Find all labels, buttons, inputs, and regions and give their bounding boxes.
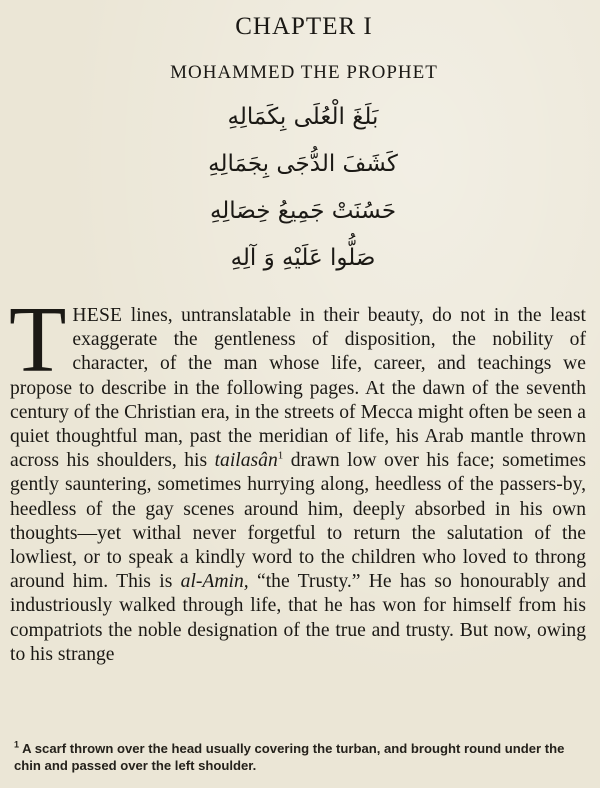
- body-text-3: “the Trusty.” He has so honourably and industriously walked through life, that he has won for himself from his compatriots the noble designation of the true and trusty. But now, owing to his strange: [10, 571, 587, 665]
- footnote-text: A scarf thrown over the head usually covering the turban, and brought round under the chin and passed over the left shoulder.: [14, 741, 565, 773]
- term-al-amin: al-Amin,: [180, 571, 249, 593]
- arabic-verse: [20, 94, 586, 282]
- footnote: [14, 740, 578, 774]
- term-tailasan: tailasân: [214, 450, 278, 472]
- footnote-marker: 1: [14, 739, 20, 750]
- lead-word: HESE: [72, 305, 123, 326]
- verse-line-4: صَلُّوا عَلَيْهِ وَ آلِهِ: [230, 245, 376, 271]
- drop-cap: T: [9, 288, 67, 392]
- body-paragraph: [9, 288, 587, 667]
- verse-line-2: كَشَفَ الدُّجَى بِجَمَالِهِ: [208, 151, 398, 177]
- chapter-title: MOHAMMED THE PROPHET: [170, 62, 438, 83]
- verse-line-1: بَلَغَ الْعُلَى بِكَمَالِهِ: [227, 104, 379, 130]
- body-text-1: lines, untranslatable in their beauty, do not in the least exaggerate the gentleness of disposition, the nobility of character, of the man whose life, career, and teachings we propose to describe in the following pages. At the dawn of the seventh century of the Christian era, in the streets of Mecca might often be seen a quiet thoughtful man, past the meridian of life, his Arab mantle thrown across his shoulders, his: [10, 305, 586, 472]
- body-text-2: drawn low over his face; sometimes gently sauntering, sometimes hurrying along, heedless of the passers-by, heedless of the gay scenes around him, deeply absorbed in his own thoughts—yet withal never forgetful to return the salutation of the lowliest, or to speak a kindly word to the children who loved to throng around him. This is: [10, 450, 586, 593]
- chapter-number: CHAPTER I: [235, 13, 373, 40]
- footnote-reference: 1: [277, 449, 284, 462]
- verse-line-3: حَسُنَتْ جَمِيعُ خِصَالِهِ: [209, 198, 397, 224]
